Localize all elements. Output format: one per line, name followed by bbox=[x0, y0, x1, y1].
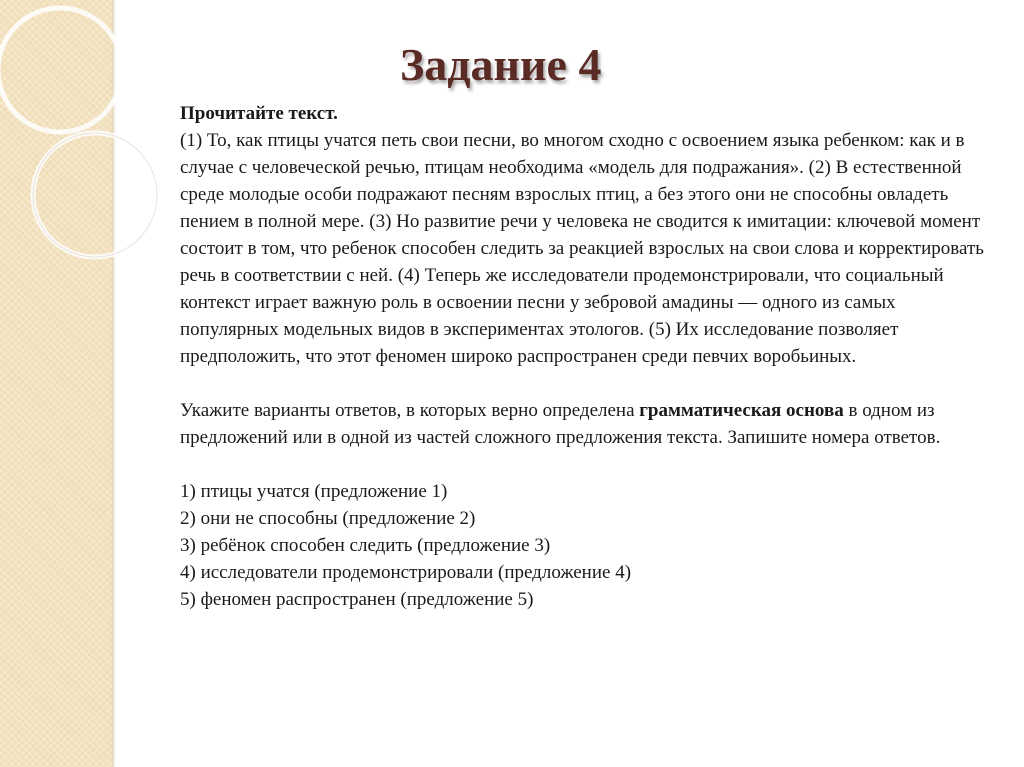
task-instruction bbox=[180, 397, 990, 451]
reading-body: (1) То, как птицы учатся петь свои песни, во многом сходно с освоением языка ребенком: как и в случае с человеческой речью, птицам необходима «модель для подражания». (2) В естественной среде молодые особи подражают песням взрослых птиц, а без этого они не способны овладеть пением в полной мере. (3) Но развитие речи у человека не сводится к имитации: ключевой момент состоит в том, что ребенок способен следить за реакцией взрослых на свои слова и корректировать речь в соответствии с ней. (4) Теперь же исследователи продемонстрировали, что социальный контекст играет важную роль в освоении песни у зебровой амадины — одного из самых популярных модельных видов в экспериментах этологов. (5) Их исследование позволяет предположить, что этот феномен широко распространен среди певчих воробьиных. bbox=[180, 130, 984, 367]
decorative-rings bbox=[0, 0, 180, 300]
slide-content bbox=[180, 100, 990, 613]
answer-options bbox=[180, 478, 990, 613]
answer-option: 2) они не способны (предложение 2) bbox=[180, 508, 476, 529]
spacer bbox=[180, 370, 990, 397]
answer-option: 1) птицы учатся (предложение 1) bbox=[180, 481, 448, 502]
answer-option: 5) феномен распространен (предложение 5) bbox=[180, 589, 534, 610]
spacer bbox=[180, 451, 990, 478]
answer-option: 4) исследователи продемонстрировали (предложение 4) bbox=[180, 562, 632, 583]
task-text-after: в одном из предложений или в одной из частей сложного предложения текста. Запишите номера ответов. bbox=[180, 400, 941, 448]
task-text-bold: грамматическая основа bbox=[639, 400, 844, 421]
page-title: Задание 4 bbox=[400, 39, 602, 90]
task-text-before: Укажите варианты ответов, в которых верно определена bbox=[180, 400, 640, 421]
answer-option: 3) ребёнок способен следить (предложение 3) bbox=[180, 535, 551, 556]
reading-heading: Прочитайте текст. bbox=[180, 103, 338, 124]
